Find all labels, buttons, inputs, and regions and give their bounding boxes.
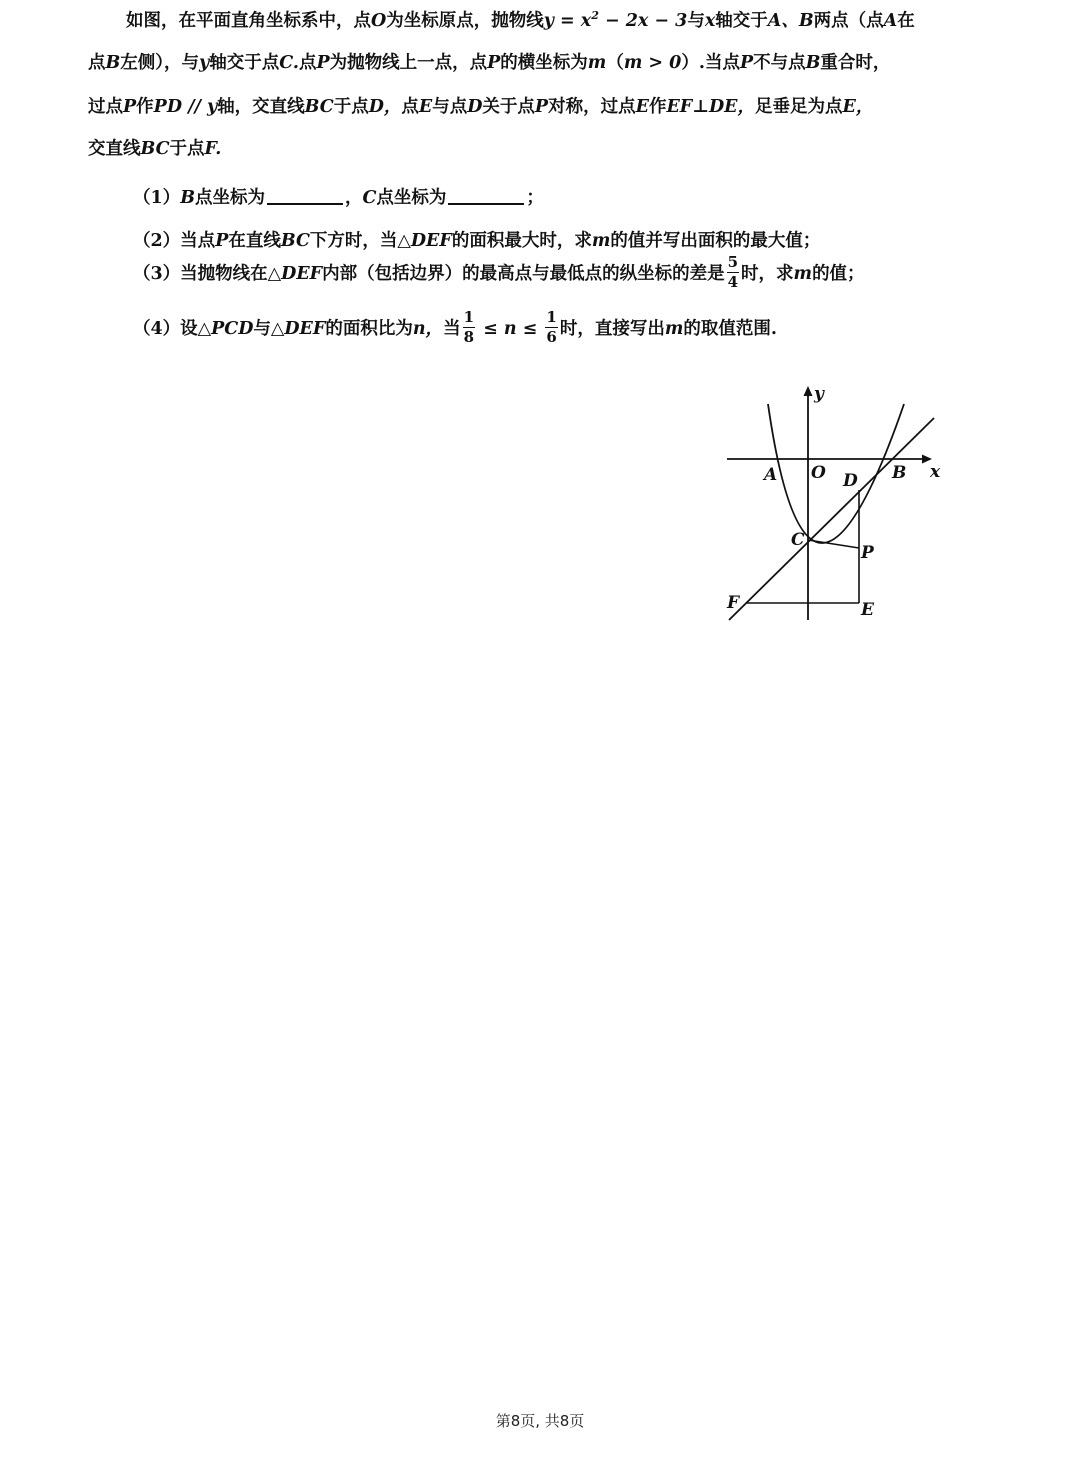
label-x: x	[930, 462, 941, 482]
intro-line-1: 如图，在平面直角坐标系中，点O为坐标原点，抛物线$y = x^2 - 2x - 3$与x轴交于A、B两点（点A在	[126, 9, 915, 31]
fraction-five-quarters: $\frac{5}{4}$	[727, 253, 739, 291]
intro-line-3: 过点P作PD // y轴，交直线BC于点D，点E与点D关于点P对称，过点E作EF⊥DE，足垂足为点E，	[88, 97, 874, 117]
parabola-equation: $y = x^2 - 2x - 3$	[543, 9, 688, 31]
label-d: D	[843, 471, 858, 491]
fraction-one-sixth: $\frac{1}{6}$	[546, 308, 557, 346]
answer-blank-c[interactable]	[448, 203, 524, 205]
answer-blank-b[interactable]	[267, 203, 343, 205]
intro-line-4: 交直线BC于点F.	[88, 139, 222, 159]
coordinate-figure	[722, 380, 952, 625]
question-1: （1）B点坐标为 ，C点坐标为 ；	[133, 188, 544, 208]
intro-line-2: 点B左侧），与y轴交于点C.点P为抛物线上一点，点P的横坐标为m（m > 0）.当点P不与点B重合时，	[88, 53, 891, 73]
segment-cp	[808, 540, 859, 548]
y-axis-arrow-icon	[804, 386, 813, 396]
label-b: B	[892, 463, 907, 483]
page-footer: 第8页, 共8页	[495, 1412, 585, 1430]
label-c: C	[791, 530, 805, 550]
label-p: P	[861, 543, 874, 563]
label-a: A	[764, 465, 778, 485]
parabola-curve	[768, 404, 907, 543]
question-2: （2）当点P在直线BC下方时，当△DEF的面积最大时，求m的值并写出面积的最大值；	[133, 231, 821, 251]
question-3: （3）当抛物线在△DEF内部（包括边界）的最高点与最低点的纵坐标的差是 $\frac{5}{4}$ 时，求m的值；	[133, 253, 865, 291]
line-bc	[729, 418, 934, 620]
label-f: F	[727, 593, 740, 613]
label-o: O	[811, 463, 826, 483]
label-y: y	[814, 384, 824, 404]
label-e: E	[861, 600, 874, 620]
question-4: （4）设△PCD与△DEF的面积比为n，当 $\frac{1}{8}$ ≤ n ≤ $\frac{1}{6}$ 时，直接写出m的取值范围.	[133, 308, 777, 346]
fraction-one-eighth: $\frac{1}{8}$	[463, 308, 474, 346]
